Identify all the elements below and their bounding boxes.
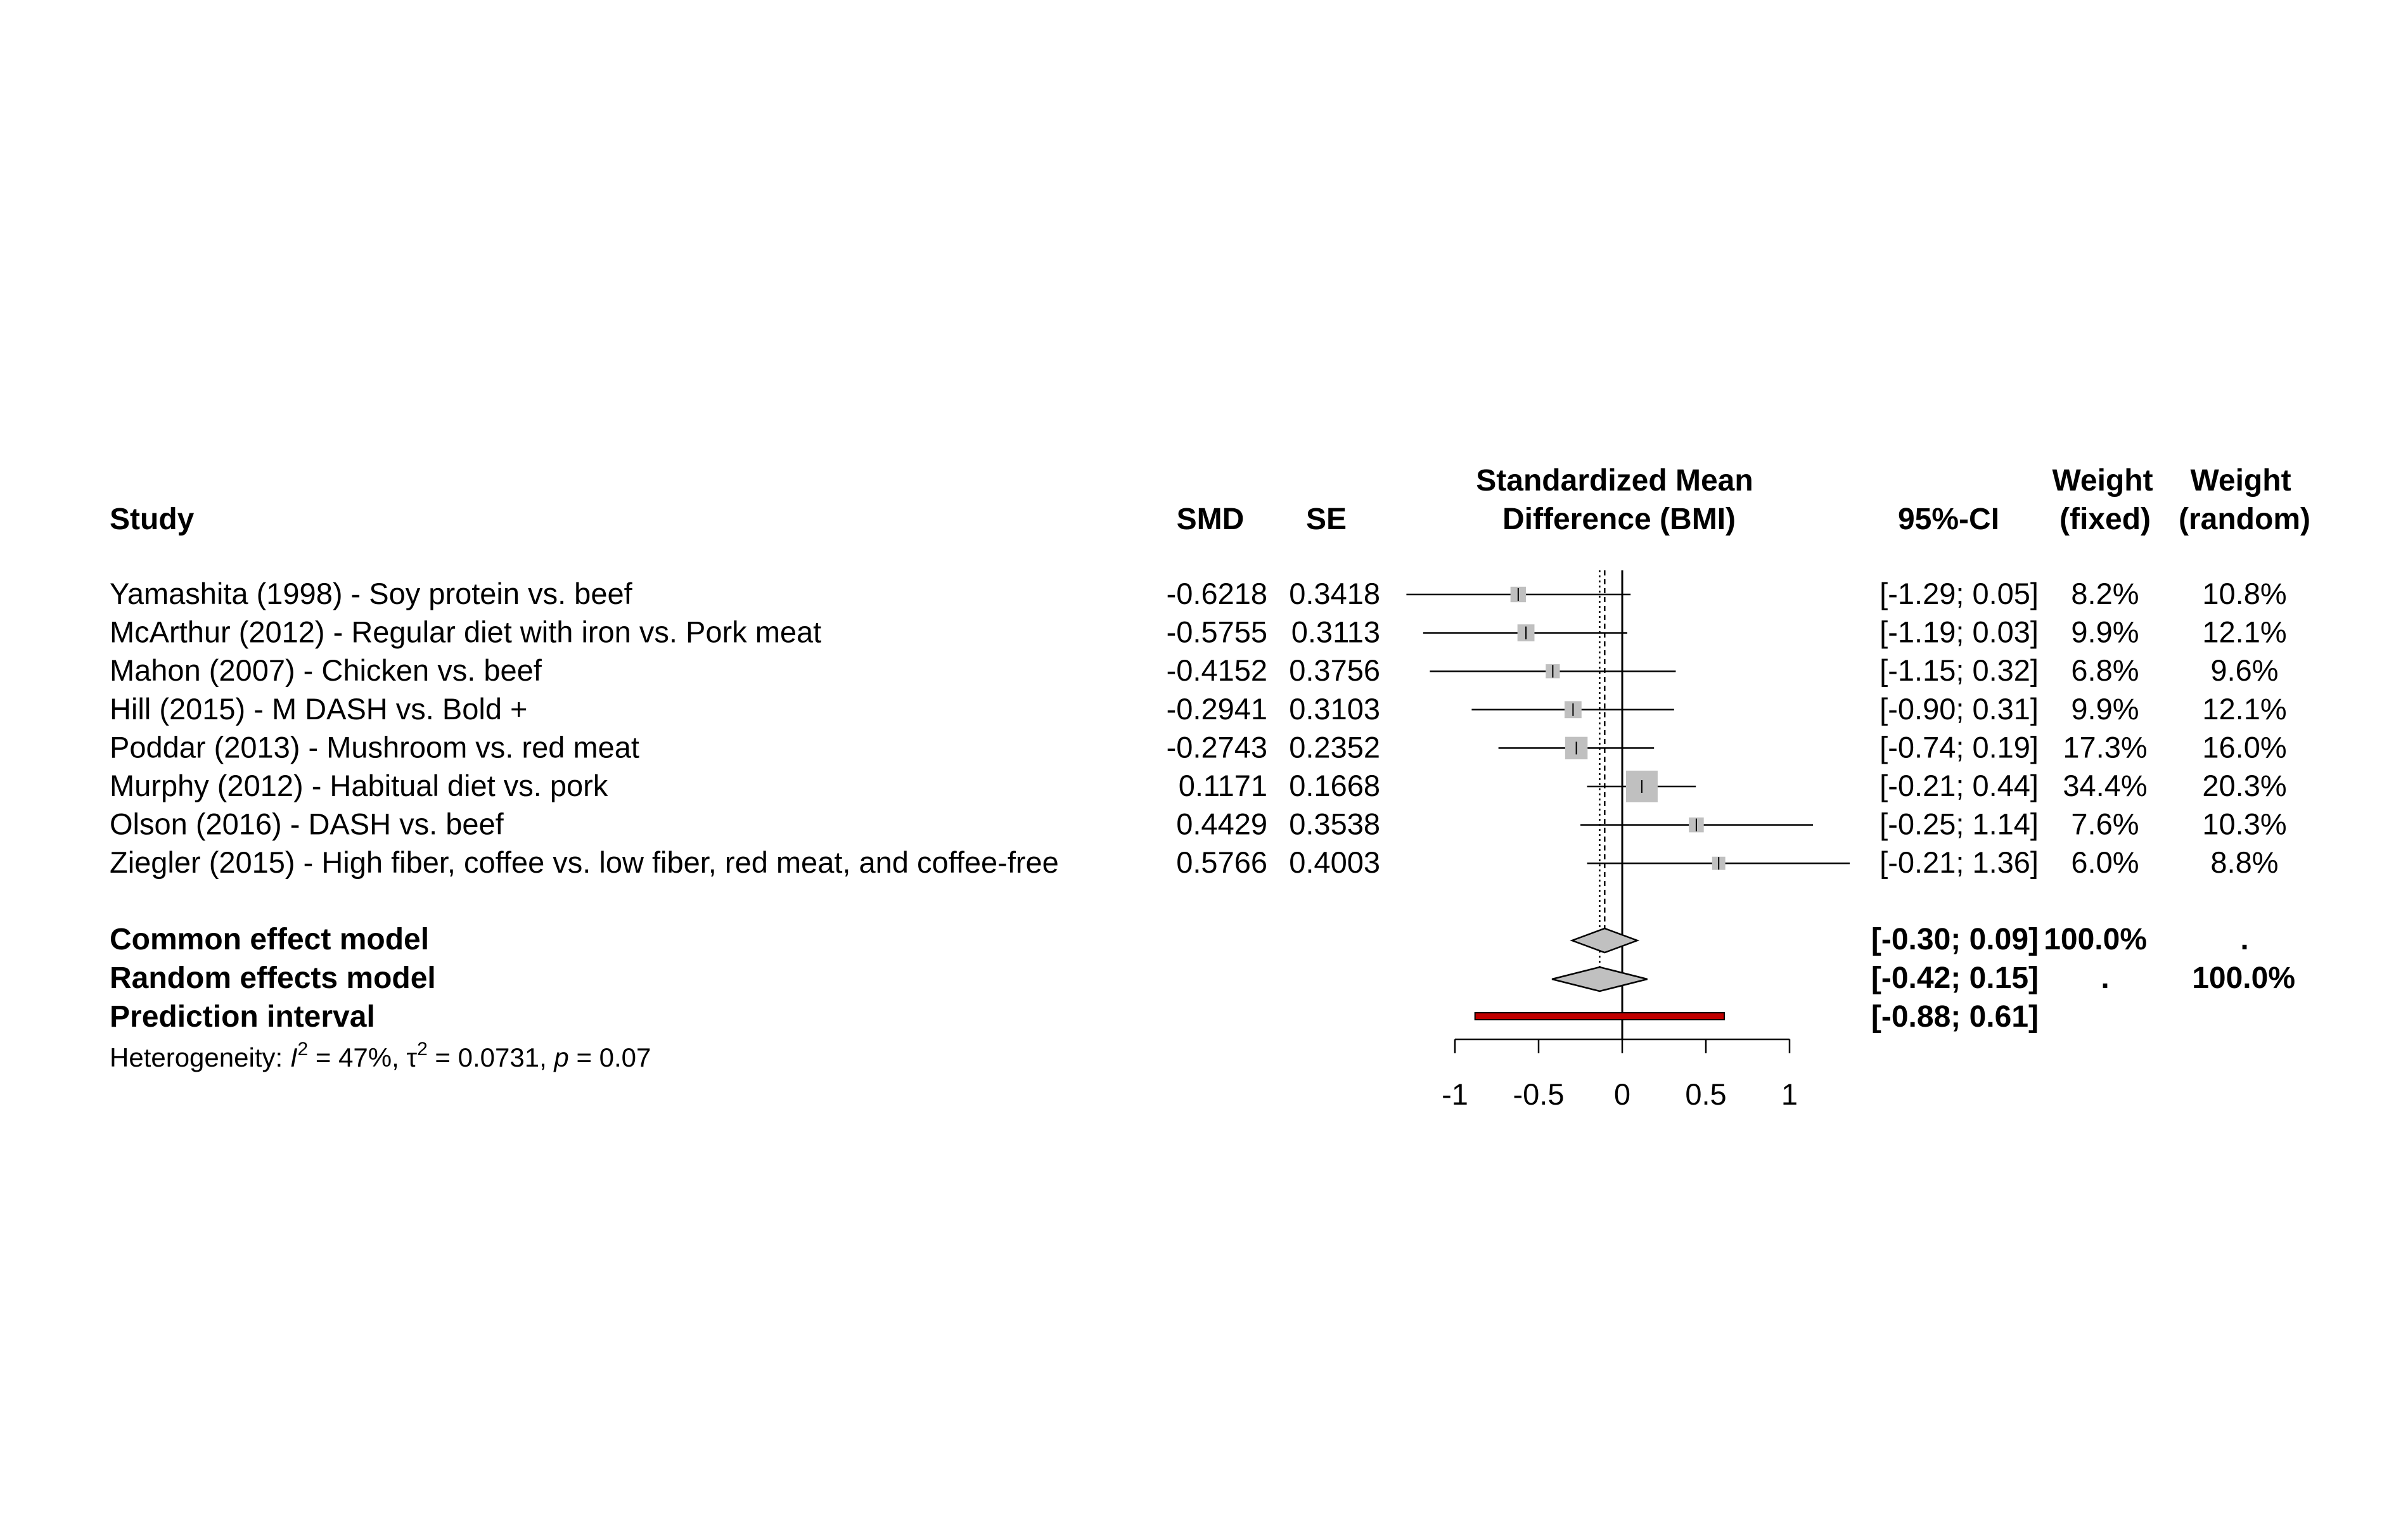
study-label: Mahon (2007) - Chicken vs. beef bbox=[110, 653, 542, 688]
header-weight-fixed-line2: (fixed) bbox=[2059, 503, 2151, 536]
study-ci: [-1.19; 0.03] bbox=[1880, 615, 2039, 649]
x-axis-tick-label: 1 bbox=[1781, 1077, 1798, 1111]
tau2-superscript: 2 bbox=[417, 1039, 428, 1060]
study-weight-random: 12.1% bbox=[2202, 615, 2287, 649]
study-weight-fixed: 34.4% bbox=[2063, 769, 2148, 802]
study-label: Yamashita (1998) - Soy protein vs. beef bbox=[110, 577, 632, 610]
heterogeneity-prefix: Heterogeneity: bbox=[110, 1043, 290, 1072]
header-ci: 95%-CI bbox=[1897, 503, 2000, 536]
common-effect-weight-random: . bbox=[2240, 923, 2249, 956]
study-label: Hill (2015) - M DASH vs. Bold + bbox=[110, 691, 528, 726]
study-se: 0.3418 bbox=[1289, 577, 1380, 610]
random-effects-diamond bbox=[1552, 967, 1647, 991]
study-label: Murphy (2012) - Habitual diet vs. pork bbox=[110, 769, 608, 802]
study-weight-fixed: 7.6% bbox=[2071, 807, 2139, 841]
study-smd: -0.2941 bbox=[1166, 691, 1267, 726]
study-ci: [-0.21; 0.44] bbox=[1880, 769, 2039, 802]
random-effects-label: Random effects model bbox=[110, 961, 436, 995]
study-ci: [-0.74; 0.19] bbox=[1880, 730, 2039, 764]
study-label: Poddar (2013) - Mushroom vs. red meat bbox=[110, 730, 639, 764]
study-weight-fixed: 8.2% bbox=[2071, 577, 2139, 610]
i2-superscript: 2 bbox=[297, 1039, 309, 1060]
header-weight-fixed-line1: Weight bbox=[2052, 464, 2153, 497]
random-effects-ci: [-0.42; 0.15] bbox=[1871, 961, 2039, 995]
i2-value: = 47%, bbox=[308, 1043, 407, 1072]
header-study: Study bbox=[110, 503, 195, 536]
study-se: 0.3538 bbox=[1289, 807, 1380, 841]
x-axis-tick-label: 0 bbox=[1613, 1077, 1631, 1111]
study-weight-random: 9.6% bbox=[2210, 653, 2279, 688]
study-rows bbox=[110, 577, 2287, 879]
study-se: 0.3756 bbox=[1289, 653, 1380, 688]
study-se: 0.1668 bbox=[1289, 769, 1380, 802]
study-weight-random: 16.0% bbox=[2202, 730, 2287, 764]
prediction-interval-label: Prediction interval bbox=[110, 1000, 375, 1034]
study-se: 0.4003 bbox=[1289, 845, 1380, 880]
study-ci: [-0.90; 0.31] bbox=[1880, 691, 2039, 726]
study-weight-fixed: 17.3% bbox=[2063, 730, 2148, 764]
x-axis-tick-label: 0.5 bbox=[1685, 1077, 1727, 1111]
random-effects-weight-random: 100.0% bbox=[2192, 961, 2295, 995]
x-axis-tick-label: -0.5 bbox=[1513, 1077, 1565, 1111]
study-weight-fixed: 9.9% bbox=[2071, 691, 2139, 726]
study-ci: [-1.15; 0.32] bbox=[1880, 653, 2039, 688]
study-smd: 0.1171 bbox=[1178, 769, 1267, 802]
study-smd: -0.5755 bbox=[1166, 615, 1267, 649]
study-weight-fixed: 9.9% bbox=[2071, 615, 2139, 649]
header-se: SE bbox=[1305, 503, 1347, 536]
study-weight-random: 10.8% bbox=[2202, 577, 2287, 610]
study-weight-random: 8.8% bbox=[2210, 845, 2279, 880]
prediction-interval-bar bbox=[1475, 1013, 1724, 1020]
common-effect-ci: [-0.30; 0.09] bbox=[1871, 923, 2039, 956]
study-weight-random: 20.3% bbox=[2202, 769, 2287, 802]
header-axis-title-line2: Difference (BMI) bbox=[1502, 503, 1736, 536]
study-weight-fixed: 6.8% bbox=[2071, 653, 2139, 688]
study-smd: -0.4152 bbox=[1166, 653, 1267, 688]
heterogeneity-text bbox=[110, 1039, 651, 1072]
study-label: McArthur (2012) - Regular diet with iron vs. Pork meat bbox=[110, 615, 822, 649]
p-value: = 0.07 bbox=[568, 1043, 651, 1072]
study-se: 0.2352 bbox=[1289, 730, 1380, 764]
study-ci: [-0.21; 1.36] bbox=[1880, 845, 2039, 880]
i2-symbol: I bbox=[290, 1043, 298, 1072]
tau2-value: = 0.0731, bbox=[427, 1043, 554, 1072]
study-label: Ziegler (2015) - High fiber, coffee vs. low fiber, red meat, and coffee-free bbox=[110, 845, 1059, 880]
common-effect-diamond bbox=[1572, 928, 1637, 953]
study-label: Olson (2016) - DASH vs. beef bbox=[110, 807, 504, 841]
header-weight-random-line2: (random) bbox=[2179, 503, 2310, 536]
x-axis-tick-label: -1 bbox=[1442, 1077, 1468, 1111]
header-axis-title-line1: Standardized Mean bbox=[1476, 464, 1753, 497]
random-effects-weight-fixed: . bbox=[2101, 961, 2110, 995]
common-effect-label: Common effect model bbox=[110, 923, 430, 956]
tau2-symbol: τ bbox=[406, 1043, 418, 1072]
prediction-interval-ci: [-0.88; 0.61] bbox=[1871, 1000, 2039, 1034]
study-smd: 0.4429 bbox=[1176, 807, 1267, 841]
study-smd: -0.2743 bbox=[1166, 730, 1267, 764]
study-smd: 0.5766 bbox=[1176, 845, 1267, 880]
header-weight-random-line1: Weight bbox=[2190, 464, 2291, 497]
study-ci: [-0.25; 1.14] bbox=[1880, 807, 2039, 841]
study-se: 0.3113 bbox=[1291, 615, 1380, 649]
p-symbol: p bbox=[554, 1043, 569, 1072]
study-ci: [-1.29; 0.05] bbox=[1880, 577, 2039, 610]
header-smd: SMD bbox=[1176, 503, 1245, 536]
study-smd: -0.6218 bbox=[1166, 577, 1267, 610]
common-effect-weight-fixed: 100.0% bbox=[2044, 923, 2147, 956]
study-weight-fixed: 6.0% bbox=[2071, 845, 2139, 880]
plot-marks bbox=[1406, 570, 1850, 1111]
study-weight-random: 10.3% bbox=[2202, 807, 2287, 841]
study-se: 0.3103 bbox=[1289, 691, 1380, 726]
study-weight-random: 12.1% bbox=[2202, 691, 2287, 726]
